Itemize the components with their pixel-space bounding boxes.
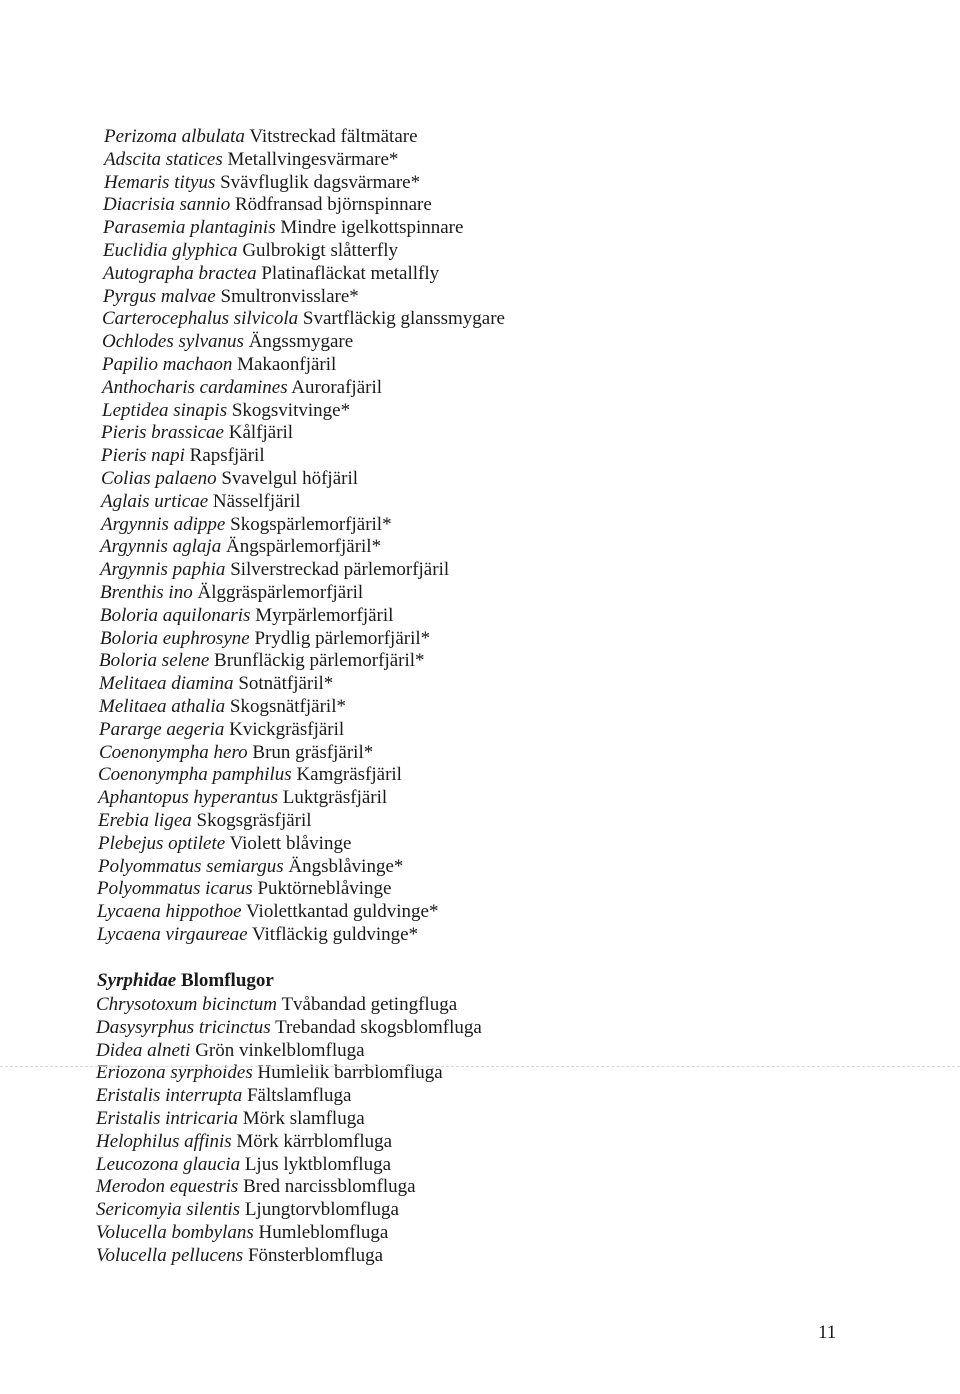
scientific-name: Anthocharis cardamines <box>102 377 288 398</box>
list-item <box>101 514 392 536</box>
scientific-name: Polyommatus icarus <box>97 878 253 899</box>
scientific-name: Leucozona glaucia <box>96 1154 241 1175</box>
list-item <box>96 1131 392 1153</box>
scientific-name: Diacrisia sannio <box>103 194 231 215</box>
list-item <box>96 1085 351 1107</box>
scientific-name: Aglais urticae <box>101 491 209 512</box>
scientific-name: Plebejus optilete <box>98 833 226 854</box>
scientific-name: Lycaena hippothoe <box>97 901 242 922</box>
common-name: Silverstreckad pärlemorfjäril <box>230 559 450 580</box>
scientific-name: Ochlodes sylvanus <box>102 331 244 352</box>
list-item <box>98 833 351 855</box>
scientific-name: Parasemia plantaginis <box>103 217 276 238</box>
list-item <box>103 240 398 262</box>
list-item <box>100 582 363 604</box>
scientific-name: Boloria selene <box>99 650 210 671</box>
list-item <box>97 901 438 923</box>
scientific-name: Melitaea diamina <box>99 673 234 694</box>
common-name: Trebandad skogsblomfluga <box>275 1017 482 1038</box>
list-item <box>99 650 425 672</box>
scientific-name: Dasysyrphus tricinctus <box>96 1017 271 1038</box>
common-name: Violett blåvinge <box>229 833 352 854</box>
common-name: Ängsblåvinge* <box>288 856 404 877</box>
list-item <box>96 1222 388 1244</box>
common-name: Mörk kärrblomfluga <box>236 1131 393 1152</box>
scientific-name: Helophilus affinis <box>96 1131 232 1152</box>
common-name: Prydlig pärlemorfjäril* <box>254 628 431 649</box>
list-item <box>96 994 457 1016</box>
list-item <box>103 194 432 216</box>
scientific-name: Boloria euphrosyne <box>100 628 250 649</box>
common-name: Svävfluglik dagsvärmare* <box>220 172 421 193</box>
common-name: Rödfransad björnspinnare <box>234 194 432 215</box>
scientific-name: Eristalis intricaria <box>96 1108 238 1129</box>
scientific-name: Coenonympha pamphilus <box>98 764 292 785</box>
scientific-name: Eriozona syrphoides <box>96 1062 253 1083</box>
list-item <box>97 924 418 946</box>
common-name: Metallvingesvärmare* <box>227 149 399 170</box>
scientific-name: Volucella bombylans <box>96 1222 254 1243</box>
common-name: Skogsnätfjäril* <box>229 696 346 717</box>
scientific-name: Pyrgus malvae <box>103 286 216 307</box>
scientific-name: Argynnis paphia <box>100 559 226 580</box>
list-item <box>103 217 463 239</box>
scientific-name: Melitaea athalia <box>99 696 226 717</box>
common-name: Puktörneblåvinge <box>257 878 392 899</box>
common-name: Skogsgräsfjäril <box>196 810 312 831</box>
list-item <box>100 628 430 650</box>
scientific-name: Papilio machaon <box>102 354 233 375</box>
scientific-name: Lycaena virgaureae <box>97 924 248 945</box>
scientific-name: Euclidia glyphica <box>103 240 238 261</box>
scientific-name: Carterocephalus silvicola <box>102 308 299 329</box>
list-item <box>98 764 402 786</box>
list-item <box>99 719 344 741</box>
scientific-name: Perizoma albulata <box>104 126 245 147</box>
list-item <box>103 263 439 285</box>
scientific-name: Didea alneti <box>96 1040 191 1061</box>
common-name: Tvåbandad getingfluga <box>281 994 458 1015</box>
scientific-name: Polyommatus semiargus <box>98 856 284 877</box>
common-name: Svartfläckig glanssmygare <box>302 308 505 329</box>
common-name: Smultronvisslare* <box>220 286 359 307</box>
list-item <box>98 810 312 832</box>
list-item <box>100 605 393 627</box>
scientific-name: Chrysotoxum bicinctum <box>96 994 278 1015</box>
list-item <box>98 856 403 878</box>
scientific-name: Colias palaeno <box>101 468 217 489</box>
list-item <box>98 787 387 809</box>
common-name: Ängspärlemorfjäril* <box>225 536 382 557</box>
list-item <box>99 673 333 695</box>
scientific-name: Argynnis adippe <box>101 514 226 535</box>
list-item <box>102 377 382 399</box>
common-name: Aurorafjäril <box>291 377 383 398</box>
list-item <box>96 1017 482 1039</box>
scientific-name: Boloria aquilonaris <box>100 605 251 626</box>
list-item <box>99 742 373 764</box>
common-name: Ljus lyktblomfluga <box>244 1154 392 1175</box>
common-name: Älggräspärlemorfjäril <box>197 582 364 603</box>
list-item <box>96 1176 416 1198</box>
list-item <box>101 491 300 513</box>
common-name: Vitstreckad fältmätare <box>249 126 418 147</box>
list-item <box>100 559 449 581</box>
common-name: Rapsfjäril <box>189 445 265 466</box>
scan-artifact-line <box>0 1066 960 1067</box>
scientific-name: Pararge aegeria <box>99 719 225 740</box>
common-name: Kvickgräsfjäril <box>229 719 345 740</box>
common-name: Skogsvitvinge* <box>231 400 351 421</box>
list-item <box>102 400 350 422</box>
scientific-name: Sericomyia silentis <box>96 1199 241 1220</box>
common-name: Svavelgul höfjäril <box>221 468 359 489</box>
list-item <box>96 1108 365 1130</box>
common-name: Violettkantad guldvinge* <box>245 901 439 922</box>
scientific-name: Adscita statices <box>104 149 223 170</box>
scientific-name: Pieris brassicae <box>101 422 224 443</box>
common-name: Kamgräsfjäril <box>296 764 402 785</box>
common-name: Grön vinkelblomfluga <box>195 1040 365 1061</box>
scientific-name: Syrphidae <box>97 970 177 991</box>
common-name: Mörk slamfluga <box>242 1108 365 1129</box>
common-name: Mindre igelkottspinnare <box>280 217 464 238</box>
common-name: Makaonfjäril <box>237 354 337 375</box>
list-item <box>99 696 346 718</box>
scientific-name: Leptidea sinapis <box>102 400 228 421</box>
scientific-name: Brenthis ino <box>100 582 193 603</box>
common-name: Vitfläckig guldvinge* <box>251 924 419 945</box>
common-name: Kålfjäril <box>228 422 294 443</box>
scientific-name: Hemaris tityus <box>104 172 216 193</box>
scientific-name: Merodon equestris <box>96 1176 239 1197</box>
list-item <box>96 1199 399 1221</box>
common-name: Humlelik barrblomfluga <box>257 1062 443 1083</box>
page-number: 11 <box>818 1322 837 1343</box>
common-name: Luktgräsfjäril <box>282 787 388 808</box>
list-item <box>96 1154 391 1176</box>
common-name: Brun gräsfjäril* <box>252 742 374 763</box>
list-item <box>101 468 358 490</box>
common-name: Gulbrokigt slåtterfly <box>242 240 398 261</box>
section-heading <box>97 970 274 992</box>
list-item <box>103 286 359 308</box>
common-name: Humleblomfluga <box>258 1222 389 1243</box>
common-name: Skogspärlemorfjäril* <box>230 514 392 535</box>
list-item <box>102 354 336 376</box>
list-item <box>101 445 265 467</box>
scientific-name: Argynnis aglaja <box>100 536 222 557</box>
list-item <box>96 1245 383 1267</box>
list-item <box>101 422 293 444</box>
list-item <box>104 172 420 194</box>
scientific-name: Eristalis interrupta <box>96 1085 243 1106</box>
common-name: Bred narcissblomfluga <box>243 1176 416 1197</box>
scientific-name: Autographa bractea <box>103 263 257 284</box>
common-name: Myrpärlemorfjäril <box>255 605 394 626</box>
common-name: Nässelfjäril <box>212 491 301 512</box>
common-name: Fältslamfluga <box>246 1085 352 1106</box>
common-name: Platinafläckat metallfly <box>261 263 440 284</box>
common-name: Ängssmygare <box>248 331 354 352</box>
common-name: Brunfläckig pärlemorfjäril* <box>214 650 425 671</box>
list-item <box>100 536 381 558</box>
list-item <box>97 878 391 900</box>
scientific-name: Pieris napi <box>101 445 185 466</box>
common-name: Sotnätfjäril* <box>238 673 334 694</box>
list-item <box>104 149 398 171</box>
list-item <box>102 308 505 330</box>
common-name: Blomflugor <box>180 970 274 991</box>
scientific-name: Volucella pellucens <box>96 1245 244 1266</box>
list-item <box>102 331 353 353</box>
list-item <box>96 1040 365 1062</box>
common-name: Ljungtorvblomfluga <box>244 1199 399 1220</box>
common-name: Fönsterblomfluga <box>247 1245 384 1266</box>
scientific-name: Aphantopus hyperantus <box>98 787 278 808</box>
scientific-name: Erebia ligea <box>98 810 192 831</box>
scientific-name: Coenonympha hero <box>99 742 248 763</box>
list-item <box>104 126 418 148</box>
